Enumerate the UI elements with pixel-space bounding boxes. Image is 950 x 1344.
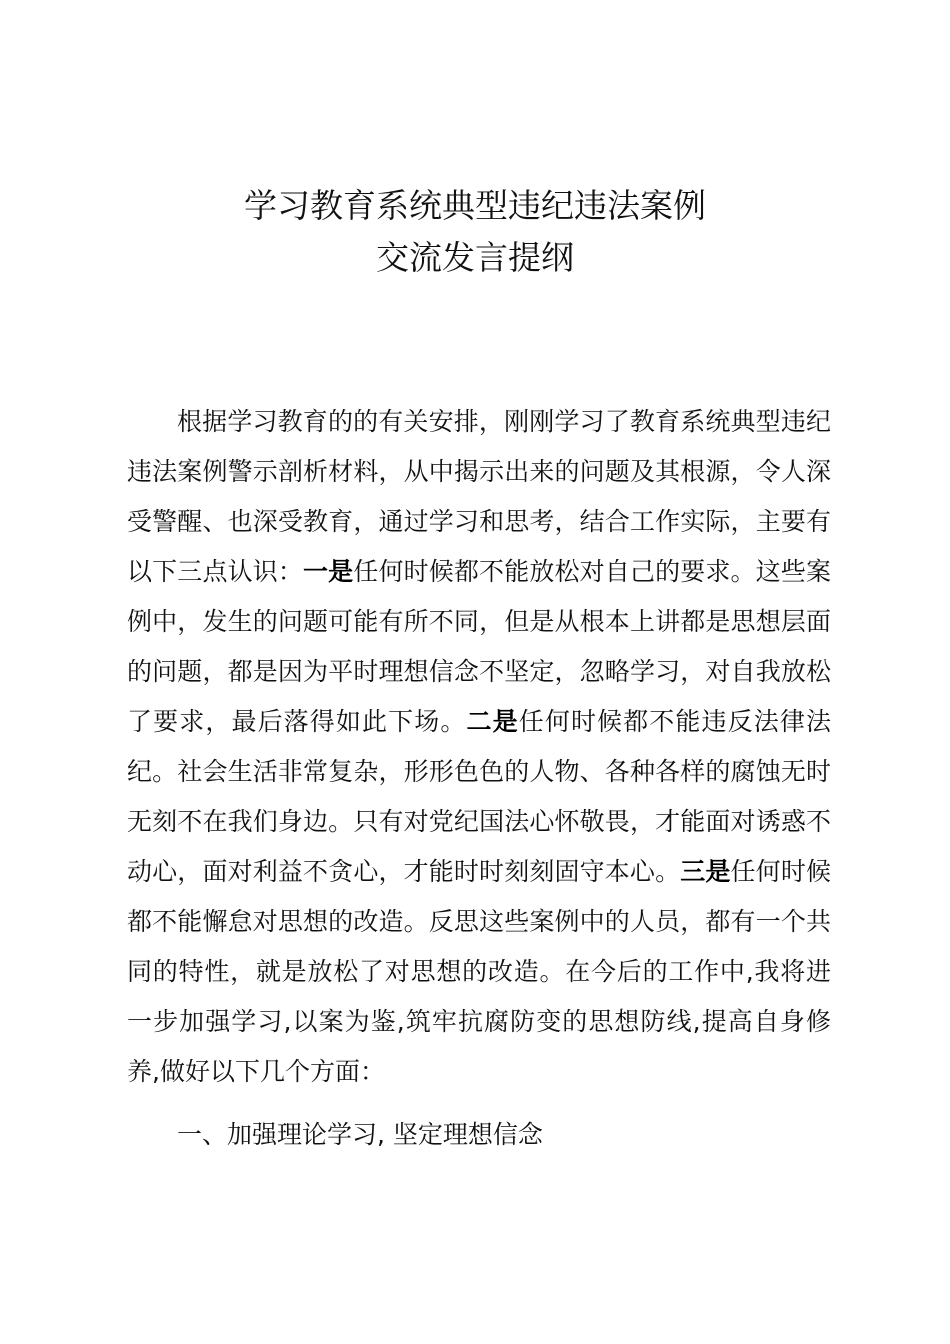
point-two-label: 二是 xyxy=(466,707,519,736)
point-three-label: 三是 xyxy=(680,857,731,886)
paragraph-text: 根据学习教育的的有关安排，刚刚学习了教育系统典型违纪违法案例警示剖析材料，从中揭示出来的问题及其根源，令人深受警醒、也深受教育，通过学习和思考，结合工作实际，主要有以下三点认识： xyxy=(127,407,831,586)
paragraph-text: 任何时候都不能违反法律法纪。社会生活非常复杂，形形色色的人物、各种各样的腐蚀无时无刻不在我们身边。只有对党纪国法心怀敬畏，才能面对诱惑不动心，面对利益不贪心，才能时时刻刻固守本心。 xyxy=(127,707,831,886)
paragraph-text: 任何时候都不能放松对自己的要求。这些案例中，发生的问题可能有所不同，但是从根本上讲都是思想层面的问题，都是因为平时理想信念不坚定，忽略学习，对自我放松了要求，最后落得如此下场。 xyxy=(127,557,831,736)
section-heading: 一、加强理论学习, 坚定理想信念 xyxy=(177,1120,543,1149)
paragraph-text: 任何时候都不能懈怠对思想的改造。反思这些案例中的人员，都有一个共同的特性，就是放松了对思想的改造。在今后的工作中,我将进一步加强学习,以案为鉴,筑牢抗腐防变的思想防线,提高自身修养,做好以下几个方面： xyxy=(127,857,831,1086)
body-paragraph xyxy=(127,397,831,1097)
document-title-line1: 学习教育系统典型违纪违法案例 xyxy=(244,186,706,225)
document-title-line2: 交流发言提纲 xyxy=(376,238,574,277)
point-one-label: 一是 xyxy=(303,557,354,586)
